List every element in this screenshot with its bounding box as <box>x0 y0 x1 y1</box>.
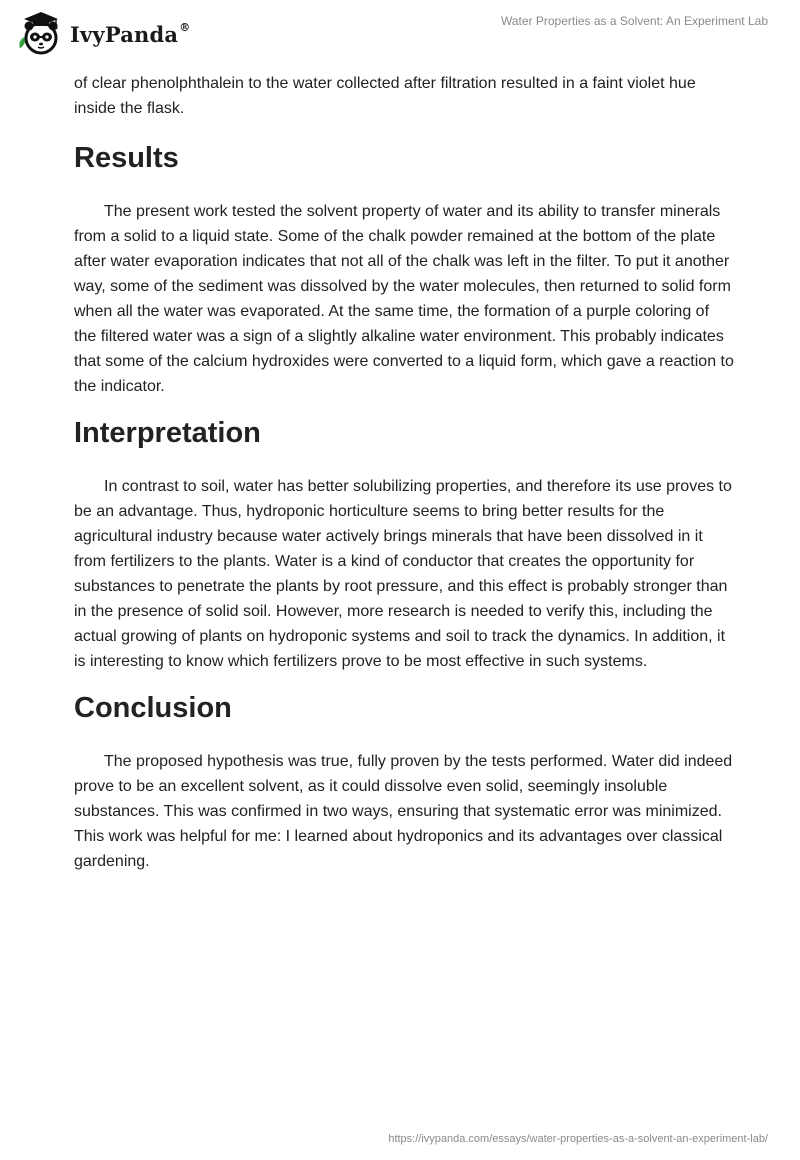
panda-graduate-icon <box>14 8 64 58</box>
brand-name <box>70 22 190 47</box>
conclusion-heading: Conclusion <box>74 692 232 724</box>
conclusion-paragraph: The proposed hypothesis was true, fully proven by the tests performed. Water did indeed prove to be an excellent solvent, as it could dissolve even solid, seemingly insoluble substances. This was confirmed in two ways, ensuring that systematic error was minimized. This work was helpful for me: I learned about hydroponics and its advantages over classical gardening. <box>74 753 733 870</box>
brand-wordmark: IvyPanda <box>70 21 179 47</box>
page-header <box>0 0 800 70</box>
results-heading: Results <box>74 142 179 174</box>
interpretation-paragraph: In contrast to soil, water has better solubilizing properties, and therefore its use proves to be an advantage. Thus, hydroponic horticulture seems to bring better results for the agricultural industry because water actively brings minerals that have been dissolved in it from fertilizers to the plants. Water is a kind of conductor that creates the opportunity for substances to penetrate the plants by root pressure, and this effect is probably stronger than in the presence of solid soil. However, more research is needed to verify this, including the actual growing of plants on hydroponic systems and soil to track the dynamics. In addition, it is interesting to know which fertilizers prove to be most effective in such systems. <box>74 478 732 670</box>
results-paragraph: The present work tested the solvent property of water and its ability to transfer minerals from a solid to a liquid state. Some of the chalk powder remained at the bottom of the plate after water evaporation indicates that not all of the chalk was left in the filter. To put it another way, some of the sediment was dissolved by the water molecules, then returned to solid form when all the water was evaporated. At the same time, the formation of a purple coloring of the filtered water was a sign of a slightly alkaline water environment. This probably indicates that some of the calcium hydroxides were converted to a liquid form, which gave a reaction to the indicator. <box>74 203 734 395</box>
intro-paragraph: of clear phenolphthalein to the water collected after filtration resulted in a faint violet hue inside the flask. <box>74 75 696 117</box>
ivypanda-logo[interactable] <box>14 8 190 58</box>
registered-mark: ® <box>179 20 191 34</box>
source-url[interactable]: https://ivypanda.com/essays/water-properties-as-a-solvent-an-experiment-lab/ <box>388 1133 768 1145</box>
document-title: Water Properties as a Solvent: An Experiment Lab <box>500 14 768 28</box>
essay-content <box>74 71 734 874</box>
interpretation-heading: Interpretation <box>74 417 261 449</box>
